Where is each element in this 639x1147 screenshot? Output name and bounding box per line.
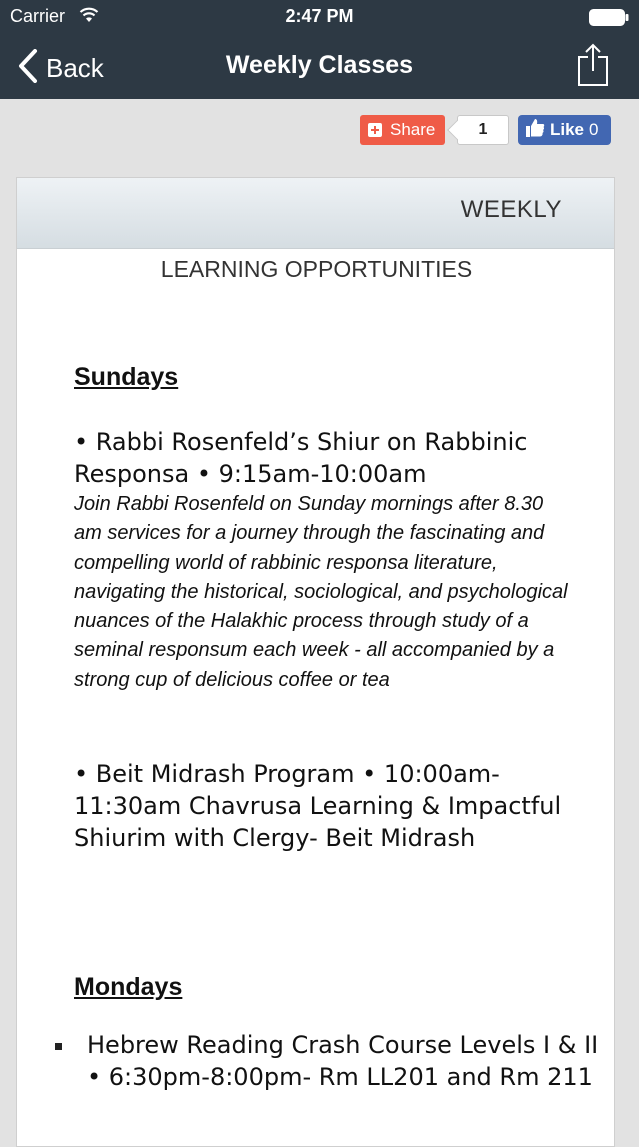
like-count: 0 xyxy=(589,120,599,139)
sunday-item-2-title: • Beit Midrash Program • 10:00am-11:30am Chavrusa Learning & Impactful Shiurim with Clergy- Beit Midrash xyxy=(74,760,562,852)
sunday-item-1-description: Join Rabbi Rosenfeld on Sunday mornings after 8.30 am services for a journey through the fascinating and compelling world of rabbinic responsa literature, navigating the historical, sociological, and psychological nuances of the Halakhic process through study of a seminal responsum each week - all accompanied by a strong cup of delicious coffee or tea xyxy=(74,493,568,691)
monday-heading: Mondays xyxy=(74,973,183,1001)
facebook-like-button[interactable] xyxy=(518,115,611,145)
like-label: Like xyxy=(550,120,585,139)
monday-item-1: Hebrew Reading Crash Course Levels I & II • 6:30pm-8:00pm- Rm LL201 and Rm 211 xyxy=(87,1031,599,1091)
square-bullet-icon xyxy=(55,1043,62,1050)
card-header xyxy=(17,178,614,249)
thumbs-up-icon xyxy=(525,118,545,143)
sunday-heading: Sundays xyxy=(74,363,179,391)
sunday-item-1-title: • Rabbi Rosenfeld’s Shiur on Rabbinic Responsa • 9:15am-10:00am xyxy=(74,428,528,488)
clock: 2:47 PM xyxy=(285,6,354,26)
plus-icon xyxy=(368,123,382,137)
share-button[interactable] xyxy=(360,115,445,145)
battery-icon xyxy=(589,9,629,26)
content-card xyxy=(16,177,615,1147)
status-bar xyxy=(0,0,639,34)
back-label: Back xyxy=(46,53,104,83)
card-subtitle: LEARNING OPPORTUNITIES xyxy=(160,256,473,282)
nav-row xyxy=(0,34,639,99)
share-label: Share xyxy=(390,120,436,139)
page-title: Weekly Classes xyxy=(225,51,414,79)
navigation-bar xyxy=(0,0,639,99)
carrier-label: Carrier xyxy=(10,6,66,26)
share-count: 1 xyxy=(457,115,509,145)
card-header-title: WEEKLY xyxy=(460,196,562,223)
share-icon[interactable] xyxy=(577,43,609,92)
